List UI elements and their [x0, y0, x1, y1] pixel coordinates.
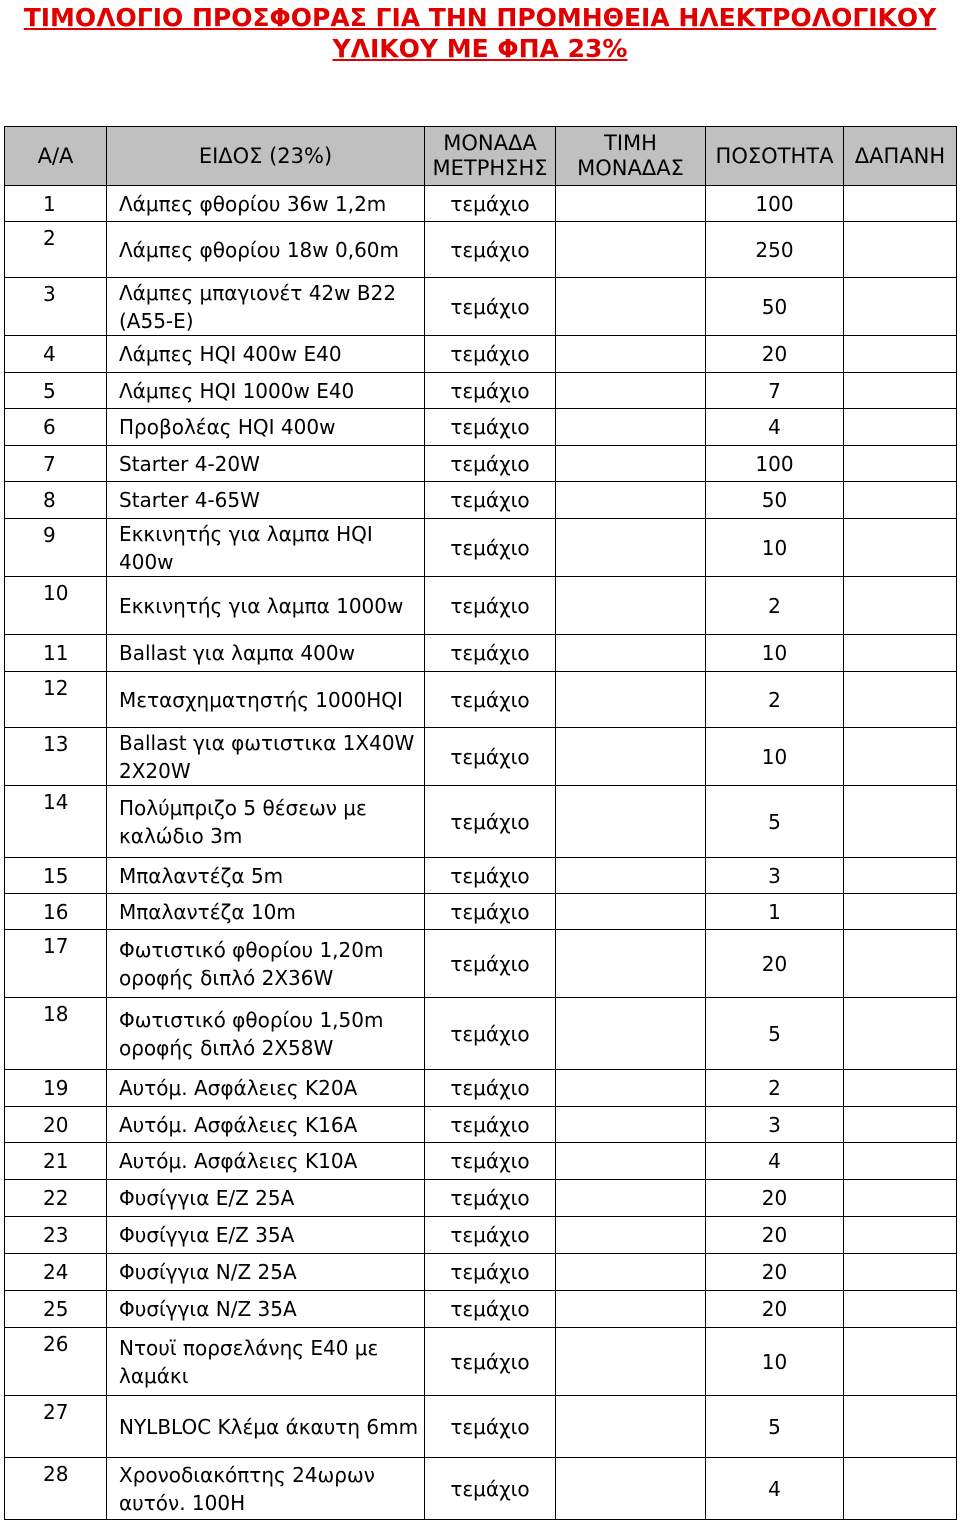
cell-qty: 20 — [706, 1180, 844, 1217]
table-row — [5, 336, 957, 373]
table-row — [5, 222, 957, 278]
table-row — [5, 858, 957, 894]
cell-aa: 20 — [5, 1107, 107, 1143]
cell-unit: τεμάχιο — [425, 1217, 556, 1254]
cell-qty: 250 — [706, 222, 844, 278]
cell-cost — [844, 1291, 957, 1328]
cell-price — [556, 409, 706, 446]
cell-aa: 18 — [5, 998, 107, 1070]
cell-qty: 5 — [706, 1396, 844, 1458]
cell-aa: 7 — [5, 446, 107, 482]
cell-price — [556, 1254, 706, 1291]
cell-price — [556, 373, 706, 409]
cell-cost — [844, 482, 957, 519]
cell-unit: τεμάχιο — [425, 1180, 556, 1217]
header-qty: ΠΟΣΟΤΗΤΑ — [706, 127, 844, 186]
cell-qty: 3 — [706, 858, 844, 894]
cell-aa: 24 — [5, 1254, 107, 1291]
cell-unit: τεμάχιο — [425, 1070, 556, 1107]
table-row — [5, 672, 957, 728]
cell-cost — [844, 786, 957, 858]
cell-item: Φυσίγγια Ν/Ζ 25Α — [107, 1254, 425, 1291]
cell-item: Προβολέας HQI 400w — [107, 409, 425, 446]
cell-cost — [844, 278, 957, 336]
cell-cost — [844, 446, 957, 482]
cell-item: Ballast για φωτιστικα 1X40W 2X20W — [107, 728, 425, 786]
cell-price — [556, 930, 706, 998]
cell-unit: τεμάχιο — [425, 186, 556, 222]
cell-qty: 20 — [706, 1217, 844, 1254]
cell-aa: 6 — [5, 409, 107, 446]
cell-qty: 4 — [706, 1143, 844, 1180]
cell-price — [556, 728, 706, 786]
cell-item: Πολύμπριζο 5 θέσεων με καλώδιο 3m — [107, 786, 425, 858]
cell-cost — [844, 186, 957, 222]
cell-item: NYLBLOC Κλέμα άκαυτη 6mm — [107, 1396, 425, 1458]
cell-price — [556, 1458, 706, 1520]
cell-cost — [844, 1254, 957, 1291]
cell-cost — [844, 1328, 957, 1396]
offer-table — [4, 126, 957, 1520]
table-row — [5, 373, 957, 409]
table-row — [5, 482, 957, 519]
cell-qty: 4 — [706, 409, 844, 446]
cell-cost — [844, 1107, 957, 1143]
cell-qty: 20 — [706, 336, 844, 373]
cell-qty: 50 — [706, 482, 844, 519]
cell-item: Μετασχηματηστής 1000HQI — [107, 672, 425, 728]
cell-price — [556, 635, 706, 672]
cell-unit: τεμάχιο — [425, 1328, 556, 1396]
cell-aa: 15 — [5, 858, 107, 894]
cell-aa: 27 — [5, 1396, 107, 1458]
cell-item: Λάμπες μπαγιονέτ 42w B22 (A55-E) — [107, 278, 425, 336]
cell-aa: 25 — [5, 1291, 107, 1328]
cell-item: Αυτόμ. Ασφάλειες Κ10Α — [107, 1143, 425, 1180]
cell-aa: 26 — [5, 1328, 107, 1396]
cell-cost — [844, 1070, 957, 1107]
cell-unit: τεμάχιο — [425, 1291, 556, 1328]
cell-unit: τεμάχιο — [425, 672, 556, 728]
cell-item: Λάμπες φθορίου 36w 1,2m — [107, 186, 425, 222]
cell-unit: τεμάχιο — [425, 222, 556, 278]
cell-unit: τεμάχιο — [425, 1396, 556, 1458]
cell-price — [556, 446, 706, 482]
cell-aa: 2 — [5, 222, 107, 278]
cell-cost — [844, 519, 957, 577]
cell-aa: 23 — [5, 1217, 107, 1254]
cell-price — [556, 1217, 706, 1254]
cell-aa: 1 — [5, 186, 107, 222]
cell-qty: 3 — [706, 1107, 844, 1143]
cell-aa: 10 — [5, 577, 107, 635]
cell-cost — [844, 635, 957, 672]
cell-item: Φωτιστικό φθορίου 1,20m οροφής διπλό 2X36W — [107, 930, 425, 998]
cell-price — [556, 1291, 706, 1328]
cell-price — [556, 1396, 706, 1458]
table-row — [5, 786, 957, 858]
title-line-1: ΤΙΜΟΛΟΓΙΟ ΠΡΟΣΦΟΡΑΣ ΓΙΑ ΤΗΝ ΠΡΟΜΗΘΕΙΑ ΗΛΕΚΤΡΟΛΟΓΙΚΟΥ — [23, 3, 937, 32]
cell-aa: 28 — [5, 1458, 107, 1520]
cell-qty: 10 — [706, 728, 844, 786]
table-row — [5, 998, 957, 1070]
cell-aa: 19 — [5, 1070, 107, 1107]
cell-price — [556, 336, 706, 373]
cell-cost — [844, 222, 957, 278]
cell-qty: 2 — [706, 1070, 844, 1107]
cell-qty: 4 — [706, 1458, 844, 1520]
cell-qty: 1 — [706, 894, 844, 930]
cell-cost — [844, 373, 957, 409]
table-row — [5, 728, 957, 786]
cell-aa: 4 — [5, 336, 107, 373]
cell-unit: τεμάχιο — [425, 278, 556, 336]
table-row — [5, 635, 957, 672]
cell-unit: τεμάχιο — [425, 998, 556, 1070]
cell-unit: τεμάχιο — [425, 728, 556, 786]
cell-cost — [844, 1396, 957, 1458]
cell-unit: τεμάχιο — [425, 519, 556, 577]
cell-cost — [844, 1217, 957, 1254]
cell-price — [556, 858, 706, 894]
cell-qty: 20 — [706, 930, 844, 998]
cell-qty: 5 — [706, 786, 844, 858]
cell-aa: 22 — [5, 1180, 107, 1217]
title-line-2: ΥΛΙΚΟΥ ΜΕ ΦΠΑ 23% — [332, 34, 628, 63]
cell-item: Λάμπες HQI 1000w E40 — [107, 373, 425, 409]
cell-item: Αυτόμ. Ασφάλειες Κ20Α — [107, 1070, 425, 1107]
table-row — [5, 1291, 957, 1328]
cell-qty: 100 — [706, 446, 844, 482]
table-row — [5, 409, 957, 446]
cell-aa: 9 — [5, 519, 107, 577]
table-row — [5, 446, 957, 482]
cell-item: Χρονοδιακόπτης 24ωρων αυτόν. 100Η — [107, 1458, 425, 1520]
cell-qty: 7 — [706, 373, 844, 409]
cell-aa: 11 — [5, 635, 107, 672]
cell-qty: 2 — [706, 672, 844, 728]
table-row — [5, 1070, 957, 1107]
header-price: ΤΙΜΗ ΜΟΝΑΔΑΣ — [556, 127, 706, 186]
table-row — [5, 186, 957, 222]
cell-cost — [844, 858, 957, 894]
table-row — [5, 1458, 957, 1520]
header-aa: Α/Α — [5, 127, 107, 186]
cell-item: Εκκινητής για λαμπα 1000w — [107, 577, 425, 635]
cell-unit: τεμάχιο — [425, 786, 556, 858]
cell-unit: τεμάχιο — [425, 1143, 556, 1180]
table-row — [5, 1107, 957, 1143]
table-row — [5, 1328, 957, 1396]
cell-item: Φωτιστικό φθορίου 1,50m οροφής διπλό 2X58W — [107, 998, 425, 1070]
cell-aa: 8 — [5, 482, 107, 519]
cell-aa: 16 — [5, 894, 107, 930]
cell-price — [556, 222, 706, 278]
cell-price — [556, 1143, 706, 1180]
cell-aa: 13 — [5, 728, 107, 786]
table-header-row — [5, 127, 957, 186]
cell-item: Φυσίγγια Ε/Ζ 35Α — [107, 1217, 425, 1254]
cell-item: Αυτόμ. Ασφάλειες Κ16Α — [107, 1107, 425, 1143]
cell-aa: 14 — [5, 786, 107, 858]
cell-price — [556, 1070, 706, 1107]
table-row — [5, 894, 957, 930]
table-row — [5, 930, 957, 998]
table-row — [5, 278, 957, 336]
table-row — [5, 577, 957, 635]
table-row — [5, 1143, 957, 1180]
table-row — [5, 1396, 957, 1458]
cell-price — [556, 482, 706, 519]
cell-qty: 5 — [706, 998, 844, 1070]
cell-unit: τεμάχιο — [425, 409, 556, 446]
cell-item: Λάμπες HQI 400w E40 — [107, 336, 425, 373]
cell-cost — [844, 336, 957, 373]
cell-item: Starter 4-20W — [107, 446, 425, 482]
cell-item: Ballast για λαμπα 400w — [107, 635, 425, 672]
cell-unit: τεμάχιο — [425, 635, 556, 672]
cell-aa: 21 — [5, 1143, 107, 1180]
cell-price — [556, 1328, 706, 1396]
cell-price — [556, 278, 706, 336]
cell-aa: 17 — [5, 930, 107, 998]
cell-cost — [844, 930, 957, 998]
cell-unit: τεμάχιο — [425, 894, 556, 930]
cell-item: Μπαλαντέζα 5m — [107, 858, 425, 894]
cell-cost — [844, 998, 957, 1070]
cell-price — [556, 519, 706, 577]
cell-price — [556, 998, 706, 1070]
cell-qty: 10 — [706, 519, 844, 577]
cell-unit: τεμάχιο — [425, 336, 556, 373]
cell-price — [556, 786, 706, 858]
cell-qty: 50 — [706, 278, 844, 336]
cell-price — [556, 1180, 706, 1217]
cell-unit: τεμάχιο — [425, 1107, 556, 1143]
cell-cost — [844, 728, 957, 786]
cell-unit: τεμάχιο — [425, 858, 556, 894]
cell-item: Εκκινητής για λαμπα HQI 400w — [107, 519, 425, 577]
document-title — [0, 2, 960, 64]
table-row — [5, 1180, 957, 1217]
cell-qty: 20 — [706, 1254, 844, 1291]
table-row — [5, 1254, 957, 1291]
cell-aa: 12 — [5, 672, 107, 728]
header-cost: ΔΑΠΑΝΗ — [844, 127, 957, 186]
cell-unit: τεμάχιο — [425, 930, 556, 998]
cell-cost — [844, 672, 957, 728]
cell-qty: 2 — [706, 577, 844, 635]
cell-price — [556, 894, 706, 930]
cell-price — [556, 672, 706, 728]
cell-cost — [844, 1143, 957, 1180]
cell-qty: 10 — [706, 635, 844, 672]
table-body — [5, 186, 957, 1520]
cell-item: Starter 4-65W — [107, 482, 425, 519]
cell-unit: τεμάχιο — [425, 1458, 556, 1520]
header-item: ΕΙΔΟΣ (23%) — [107, 127, 425, 186]
cell-cost — [844, 1458, 957, 1520]
cell-qty: 10 — [706, 1328, 844, 1396]
cell-item: Φυσίγγια Ε/Ζ 25Α — [107, 1180, 425, 1217]
cell-price — [556, 186, 706, 222]
cell-cost — [844, 1180, 957, 1217]
cell-qty: 100 — [706, 186, 844, 222]
cell-cost — [844, 577, 957, 635]
cell-cost — [844, 409, 957, 446]
cell-aa: 5 — [5, 373, 107, 409]
cell-unit: τεμάχιο — [425, 1254, 556, 1291]
table-row — [5, 1217, 957, 1254]
cell-unit: τεμάχιο — [425, 446, 556, 482]
cell-price — [556, 1107, 706, 1143]
table-row — [5, 519, 957, 577]
cell-unit: τεμάχιο — [425, 373, 556, 409]
cell-item: Λάμπες φθορίου 18w 0,60m — [107, 222, 425, 278]
cell-aa: 3 — [5, 278, 107, 336]
cell-item: Μπαλαντέζα 10m — [107, 894, 425, 930]
cell-price — [556, 577, 706, 635]
cell-cost — [844, 894, 957, 930]
cell-item: Φυσίγγια Ν/Ζ 35Α — [107, 1291, 425, 1328]
cell-unit: τεμάχιο — [425, 482, 556, 519]
cell-unit: τεμάχιο — [425, 577, 556, 635]
cell-item: Ντουϊ πορσελάνης Ε40 με λαμάκι — [107, 1328, 425, 1396]
header-unit: ΜΟΝΑΔΑ ΜΕΤΡΗΣΗΣ — [425, 127, 556, 186]
cell-qty: 20 — [706, 1291, 844, 1328]
